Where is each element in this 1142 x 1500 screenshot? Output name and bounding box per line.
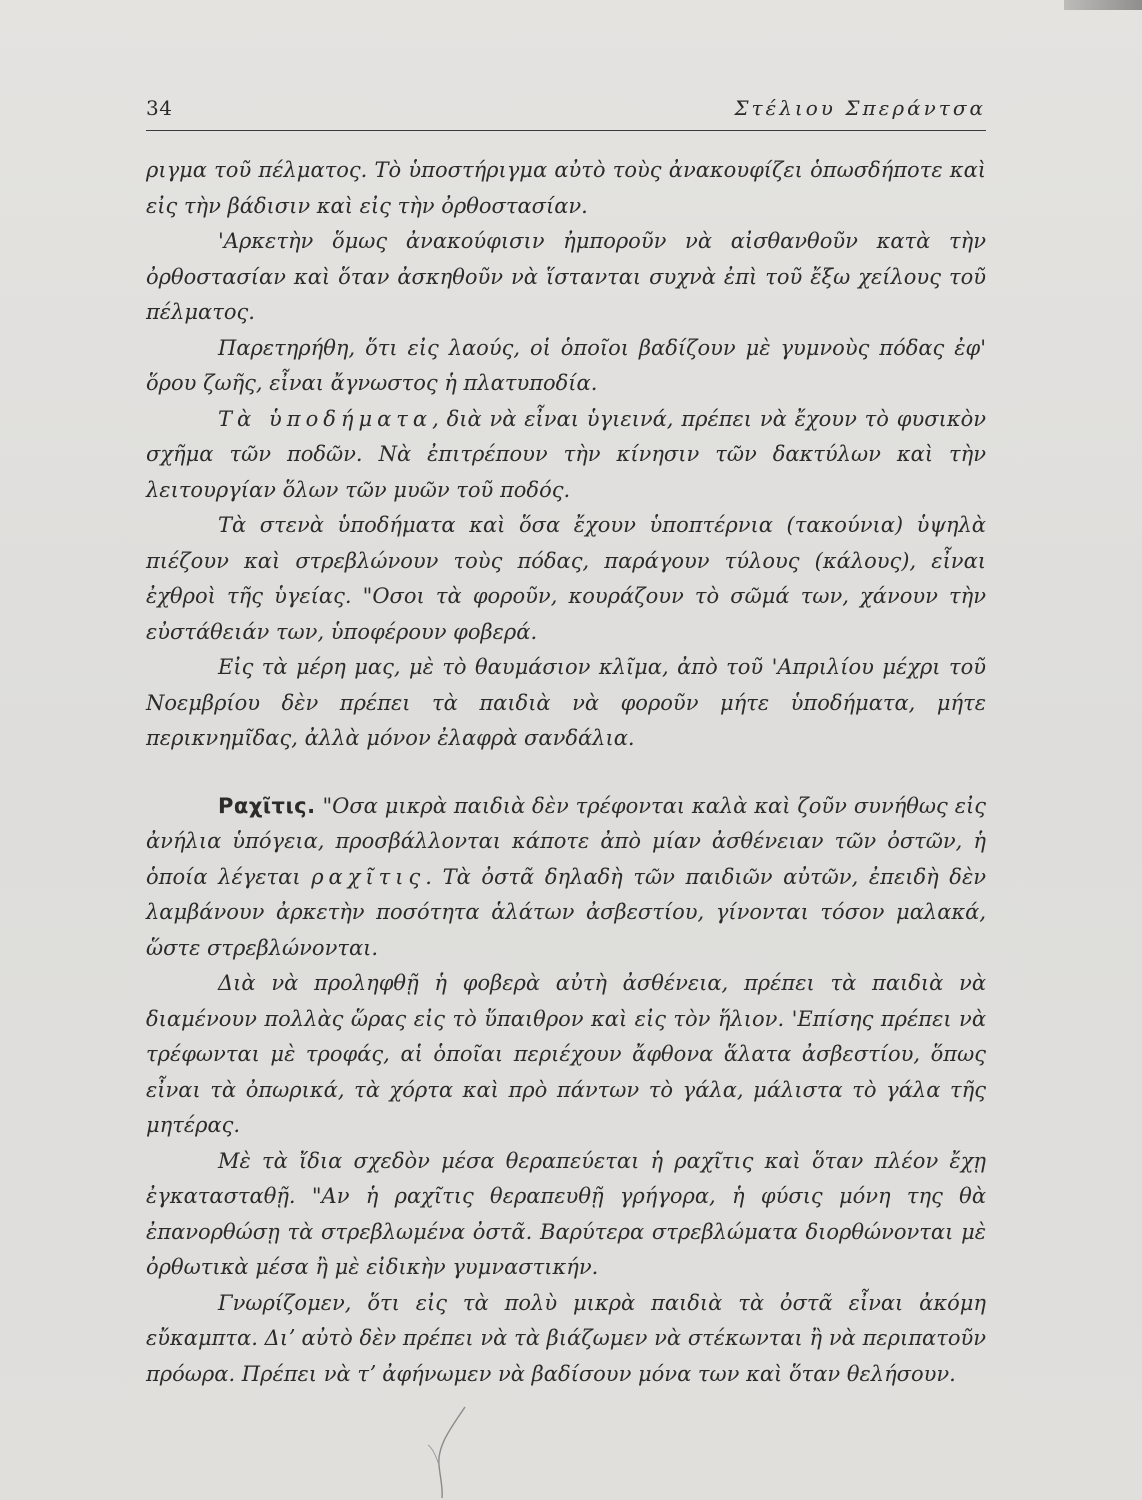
scan-edge-mark bbox=[1064, 0, 1142, 10]
spaced-term: Τὰ ὑποδήματα bbox=[218, 406, 433, 431]
paragraph-text: , διὰ νὰ εἶναι ὑγιεινά, πρέπει νὰ ἔχουν τὸ φυσικὸν σχῆμα τῶν ποδῶν. Νὰ ἐπιτρέπουν τὴν κίνησιν τῶν δακτύλων καὶ τὴν λειτουργίαν ὅλων τῶν μυῶν τοῦ ποδός. bbox=[146, 406, 986, 502]
paragraph: Διὰ νὰ προληφθῇ ἡ φοβερὰ αὐτὴ ἀσθένεια, πρέπει τὰ παιδιὰ νὰ διαμένουν πολλὰς ὥρας εἰς τὸ ὕπαιθρον καὶ εἰς τὸν ἥλιον. 'Επίσης πρέπει νὰ τρέφωνται μὲ τροφάς, αἱ ὁποῖαι περιέχουν ἄφθονα ἅλατα ἀσβεστίου, ὅπως εἶναι τὰ ὀπωρικά, τὰ χόρτα καὶ πρὸ πάντων τὸ γάλα, μάλιστα τὸ γάλα τῆς μητέρας. bbox=[146, 971, 986, 1137]
spaced-term: ραχῖτις bbox=[311, 864, 426, 889]
page-header bbox=[146, 96, 986, 131]
paragraph-text: "Οσα μικρὰ παιδιὰ δὲν τρέφονται καλὰ καὶ ζοῦν συνήθως εἰς ἀνήλια ὑπόγεια, προσβάλλονται κάποτε ἀπὸ μίαν ἀσθένειαν τῶν ὀστῶν, ἡ ὁποία λέγεται bbox=[146, 793, 986, 889]
body-text bbox=[146, 153, 986, 1392]
section-title: Ραχῖτις. bbox=[218, 793, 316, 818]
paragraph: Εἰς τὰ μέρη μας, μὲ τὸ θαυμάσιον κλῖμα, ἀπὸ τοῦ 'Απριλίου μέχρι τοῦ Νοεμβρίου δὲν πρέπει τὰ παιδιὰ νὰ φοροῦν μήτε ὑποδήματα, μήτε περικνημῖδας, ἀλλὰ μόνον ἐλαφρὰ σανδάλια. bbox=[146, 655, 986, 750]
pencil-mark bbox=[425, 1405, 485, 1500]
paragraph: Γνωρίζομεν, ὅτι εἰς τὰ πολὺ μικρὰ παιδιὰ τὰ ὀστᾶ εἶναι ἀκόμη εὔκαμπτα. Διʼ αὐτὸ δὲν πρέπει νὰ τὰ βιάζωμεν νὰ στέκωνται ἢ νὰ περιπατοῦν πρόωρα. Πρέπει νὰ τʼ ἀφήνωμεν νὰ βαδίσουν μόνα των καὶ ὅταν θελήσουν. bbox=[146, 1290, 986, 1386]
paragraph-text: . Τὰ ὀστᾶ δηλαδὴ τῶν παιδιῶν αὐτῶν, ἐπειδὴ δὲν λαμβάνουν ἀρκετὴν ποσότητα ἁλάτων ἀσβεστίου, γίνονται τόσον μαλακά, ὥστε στρεβλώνονται. bbox=[146, 864, 986, 960]
paragraph: 'Αρκετὴν ὅμως ἀνακούφισιν ἠμποροῦν νὰ αἰσθανθοῦν κατὰ τὴν ὀρθοστασίαν καὶ ὅταν ἀσκηθοῦν νὰ ἵστανται συχνὰ ἐπὶ τοῦ ἔξω χείλους τοῦ πέλματος. bbox=[146, 229, 986, 324]
running-head: Στέλιου Σπεράντσα bbox=[734, 96, 986, 120]
paragraph bbox=[146, 402, 986, 509]
page-number: 34 bbox=[146, 96, 173, 120]
paragraph: Μὲ τὰ ἴδια σχεδὸν μέσα θεραπεύεται ἡ ραχῖτις καὶ ὅταν πλέον ἔχῃ ἐγκατασταθῇ. "Αν ἡ ραχῖτις θεραπευθῇ γρήγορα, ἡ φύσις μόνη της θὰ ἐπανορθώσῃ τὰ στρεβλωμένα ὀστᾶ. Βαρύτερα στρεβλώματα διορθώνονται μὲ ὀρθωτικὰ μέσα ἢ μὲ εἰδικὴν γυμναστικήν. bbox=[146, 1148, 986, 1279]
paragraph: Τὰ στενὰ ὑποδήματα καὶ ὅσα ἔχουν ὑποπτέρνια (τακούνια) ὑψηλὰ πιέζουν καὶ στρεβλώνουν τοὺς πόδας, παράγουν τύλους (κάλους), εἶναι ἐχθροὶ τῆς ὑγείας. "Οσοι τὰ φοροῦν, κουράζουν τὸ σῶμά των, χάνουν τὴν εὐστάθειάν των, ὑποφέρουν φοβερά. bbox=[146, 513, 986, 644]
section-paragraph bbox=[146, 789, 986, 967]
paragraph: Παρετηρήθη, ὅτι εἰς λαούς, οἱ ὁποῖοι βαδίζουν μὲ γυμνοὺς πόδας ἐφ' ὅρου ζωῆς, εἶναι ἄγνωστος ἡ πλατυποδία. bbox=[146, 335, 986, 395]
paragraph: ριγμα τοῦ πέλματος. Τὸ ὑποστήριγμα αὐτὸ τοὺς ἀνακουφίζει ὁπωσδήποτε καὶ εἰς τὴν βάδισιν καὶ εἰς τὴν ὀρθοστασίαν. bbox=[146, 158, 986, 218]
